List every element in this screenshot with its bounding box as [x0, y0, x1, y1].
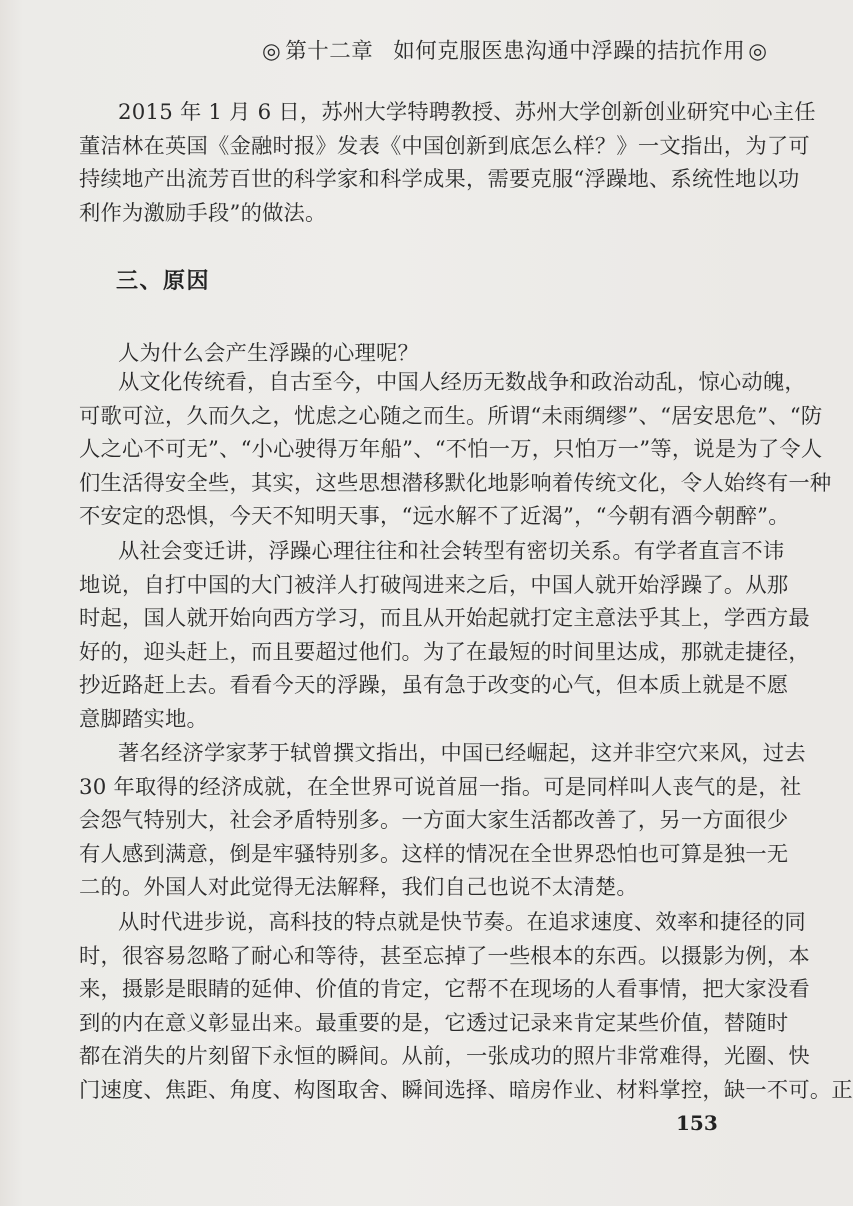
- text-line: 2015 年 1 月 6 日，苏州大学特聘教授、苏州大学创新创业研究中心主任: [118, 100, 816, 125]
- question-line: 人为什么会产生浮躁的心理呢？: [118, 341, 419, 366]
- text-line: 董洁林在英国《金融时报》发表《中国创新到底怎么样？》一文指出，为了可: [79, 133, 810, 159]
- text-line: 门速度、焦距、角度、构图取舍、瞬间选择、暗房作业、材料掌控，缺一不可。正: [79, 1077, 853, 1103]
- chapter-title: 如何克服医患沟通中浮躁的拮抗作用: [393, 39, 746, 64]
- text-line: 到的内在意义彰显出来。最重要的是，它透过记录来肯定某些价值，替随时: [79, 1010, 789, 1036]
- text-line: 意脚踏实地。: [79, 706, 208, 732]
- text-line: 会怨气特别大，社会矛盾特别多。一方面大家生活都改善了，另一方面很少: [79, 808, 789, 834]
- text-line: 人之心不可无”、“小心驶得万年船”、“不怕一万，只怕万一”等，说是为了令人: [79, 437, 823, 463]
- circle-ornament-icon: ◎: [748, 39, 768, 64]
- circle-ornament-icon: ◎: [262, 39, 282, 64]
- text-line: 从时代进步说，高科技的特点就是快节奏。在追求速度、效率和捷径的同: [118, 910, 806, 935]
- text-line: 时，很容易忽略了耐心和等待，甚至忘掉了一些根本的东西。以摄影为例，本: [79, 943, 810, 969]
- text-line: 好的，迎头赶上，而且要超过他们。为了在最短的时间里达成，那就走捷径，: [79, 639, 810, 665]
- text-line: 抄近路赶上去。看看今天的浮躁，虽有急于改变的心气，但本质上就是不愿: [79, 673, 789, 699]
- text-line: 利作为激励手段”的做法。: [79, 200, 327, 226]
- text-line: 从社会变迁讲，浮躁心理往往和社会转型有密切关系。有学者直言不讳: [118, 539, 785, 564]
- text-line: 持续地产出流芳百世的科学家和科学成果，需要克服“浮躁地、系统性地以功: [79, 167, 800, 193]
- text-line: 30 年取得的经济成就，在全世界可说首屈一指。可是同样叫人丧气的是，社: [79, 774, 802, 800]
- paragraph: [79, 906, 853, 1108]
- text-line: 著名经济学家茅于轼曾撰文指出，中国已经崛起，这并非空穴来风，过去: [118, 741, 806, 766]
- chapter-number: 第十二章: [285, 39, 374, 64]
- text-line: 都在消失的片刻留下永恒的瞬间。从前，一张成功的照片非常难得，光圈、快: [79, 1044, 810, 1070]
- text-line: 来，摄影是眼睛的延伸、价值的肯定，它帮不在现场的人看事情，把大家没看: [79, 977, 810, 1003]
- text-line: 们生活得安全些，其实，这些思想潜移默化地影响着传统文化，令人始终有一种: [79, 470, 832, 496]
- running-header: [262, 34, 768, 65]
- page-number: 153: [676, 1111, 718, 1135]
- paragraph: [79, 366, 832, 534]
- text-line: 从文化传统看，自古至今，中国人经历无数战争和政治动乱，惊心动魄，: [118, 370, 806, 395]
- paragraph: [79, 96, 816, 230]
- text-line: 可歌可泣，久而久之，忧虑之心随之而生。所谓“未雨绸缪”、“居安思危”、“防: [79, 403, 823, 429]
- section-heading: 三、原因: [116, 269, 211, 294]
- text-line: 不安定的恐惧，今天不知明天事，“远水解不了近渴”，“今朝有酒今朝醉”。: [79, 504, 790, 530]
- text-line: 二的。外国人对此觉得无法解释，我们自己也说不太清楚。: [79, 875, 638, 901]
- text-line: 地说，自打中国的大门被洋人打破闯进来之后，中国人就开始浮躁了。从那: [79, 572, 789, 598]
- text-line: 有人感到满意，倒是牢骚特别多。这样的情况在全世界恐怕也可算是独一无: [79, 841, 789, 867]
- paragraph: [79, 535, 810, 737]
- paragraph: [79, 737, 806, 905]
- text-line: 时起，国人就开始向西方学习，而且从开始起就打定主意法乎其上，学西方最: [79, 606, 810, 632]
